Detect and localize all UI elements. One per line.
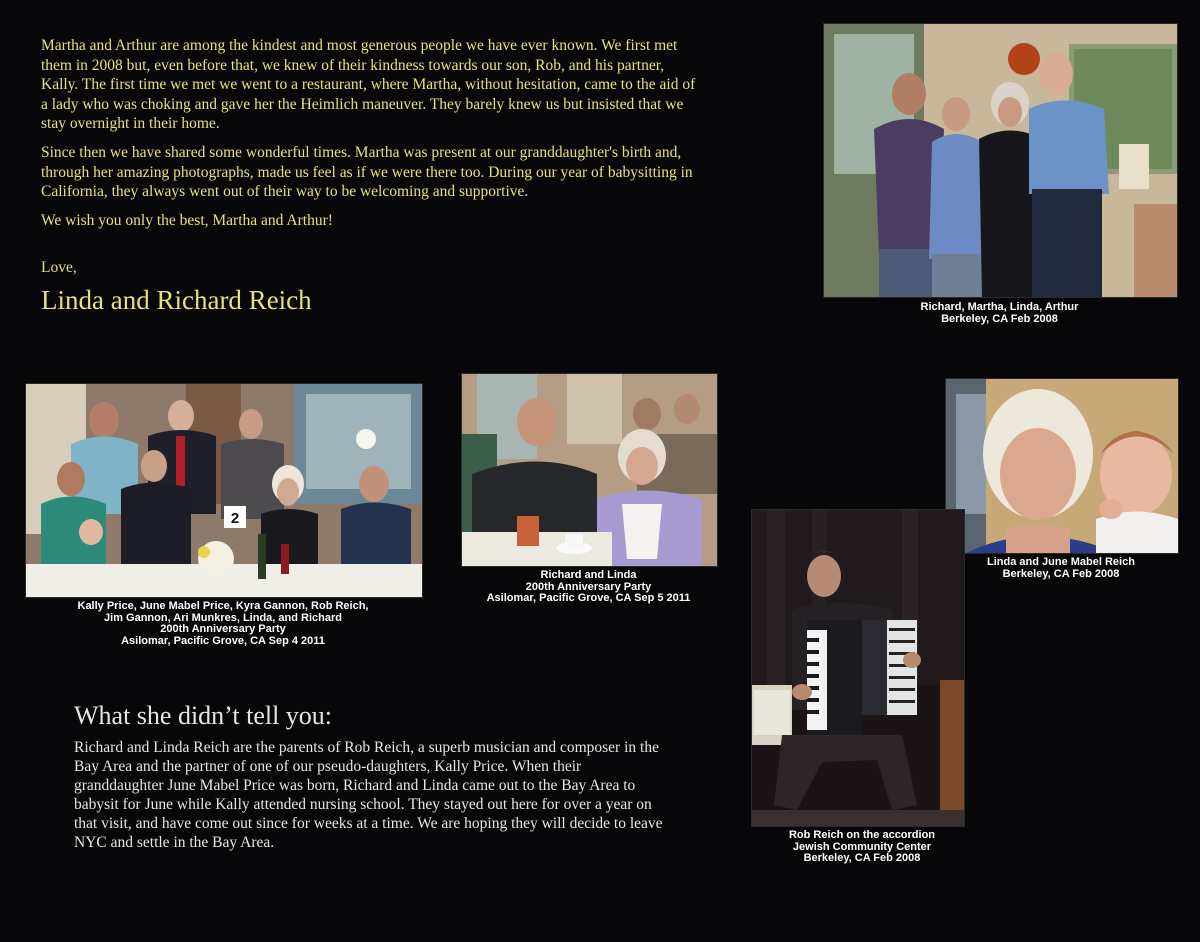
letter-closing: Love, <box>41 259 77 277</box>
caption-anniversary-table <box>25 601 421 647</box>
caption-line: Asilomar, Pacific Grove, CA Sep 5 2011 <box>486 592 691 604</box>
linda-june-image <box>946 379 1178 553</box>
caption-line: Richard, Martha, Linda, Arthur <box>920 301 1079 313</box>
caption-richard-linda <box>461 570 716 605</box>
caption-rob-accordion <box>751 830 973 865</box>
caption-line: Asilomar, Pacific Grove, CA Sep 4 2011 <box>121 634 325 647</box>
caption-line: Berkeley, CA Feb 2008 <box>941 312 1058 325</box>
untold-body: Richard and Linda Reich are the parents of Rob Reich, a superb musician and composer in the Bay Area and the partner of one of our pseudo-daughters, Kally Price. When their granddaughter June Mabel Price was born, Richard and Linda came out to the Bay Area to babysit for June while Kally attended nursing school. They stayed out here for over a year on that visit, and have come out since for weeks at a time. We are hoping they will decide to leave NYC and settle in the Bay Area. <box>74 739 663 851</box>
caption-line: 200th Anniversary Party <box>160 623 286 635</box>
table-number: 2 <box>230 510 240 527</box>
caption-line: Rob Reich on the accordion <box>788 829 936 841</box>
caption-line: Linda and June Mabel Reich <box>987 556 1135 568</box>
photo-rob-accordion <box>751 509 965 827</box>
anniversary-table-image <box>26 384 422 597</box>
caption-line: Jewish Community Center <box>792 840 932 853</box>
rob-accordion-image <box>752 510 964 826</box>
caption-line: Berkeley, CA Feb 2008 <box>803 852 921 864</box>
letter-paragraph-2: Since then we have shared some wonderful times. Martha was present at our granddaughter's birth and, through her amazing photographs, made us feel as if we were there too. During our year of babysitting in California, they always went out of their way to be welcoming and supportive. <box>41 143 693 201</box>
untold-heading: What she didn’t tell you: <box>74 701 333 730</box>
caption-line: 200th Anniversary Party <box>525 580 652 593</box>
untold-section <box>74 700 674 852</box>
letter-signature: Linda and Richard Reich <box>41 284 312 315</box>
photo-berkeley-group <box>823 23 1178 298</box>
caption-berkeley-group <box>823 302 1176 325</box>
photo-linda-june <box>945 378 1179 554</box>
letter-paragraph-3: We wish you only the best, Martha and Arthur! <box>41 211 333 229</box>
caption-line: Jim Gannon, Ari Munkres, Linda, and Richard <box>104 611 342 624</box>
caption-line: Richard and Linda <box>540 569 637 581</box>
richard-linda-image <box>462 374 717 566</box>
photo-anniversary-table <box>25 383 423 598</box>
letter <box>41 36 701 316</box>
caption-line: Kally Price, June Mabel Price, Kyra Gannon, Rob Reich, <box>77 600 369 612</box>
photo-richard-linda <box>461 373 718 567</box>
berkeley-group-image <box>824 24 1177 297</box>
caption-line: Berkeley, CA Feb 2008 <box>1002 567 1120 580</box>
caption-linda-june <box>945 557 1177 580</box>
letter-paragraph-1: Martha and Arthur are among the kindest and most generous people we have ever known. We first met them in 2008 but, even before that, we knew of their kindness towards our son, Rob, and his partner, Kally. The first time we met we went to a restaurant, where Martha, without hesitation, came to the aid of a lady who was choking and gave her the Heimlich maneuver. They barely knew us but insisted that we stay overnight in their home. <box>41 37 696 133</box>
